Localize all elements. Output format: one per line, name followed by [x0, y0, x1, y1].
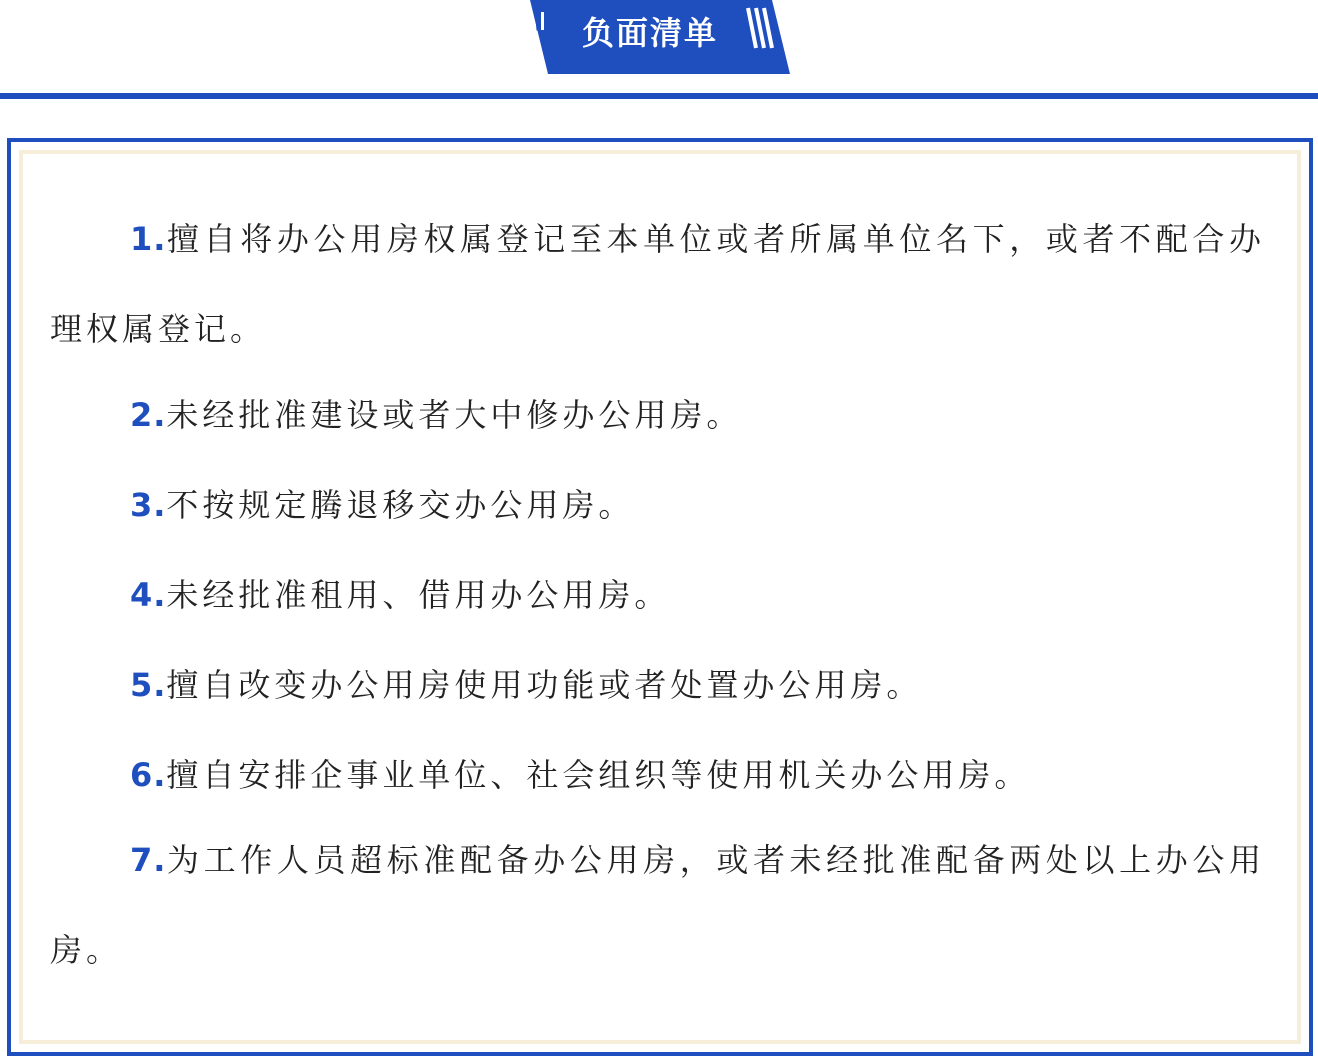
item-number: 1. [130, 220, 167, 258]
item-text: 未经批准租用、借用办公用房。 [166, 576, 671, 614]
page-title: 负面清单 [581, 14, 718, 52]
item-number: 7. [130, 841, 167, 879]
item-text: 未经批准建设或者大中修办公用房。 [166, 396, 743, 434]
item-text: 擅自将办公用房权属登记至本单位或者所属单位名下，或者不配合办理权属登记。 [50, 220, 1265, 348]
header-tab [530, 0, 790, 74]
item-number: 4. [130, 576, 167, 614]
list-item-4 [50, 550, 1265, 640]
item-number: 5. [130, 666, 167, 704]
item-text: 擅自安排企事业单位、社会组织等使用机关办公用房。 [166, 756, 1031, 794]
list-item-7 [50, 815, 1265, 995]
list-item-1 [50, 194, 1265, 374]
list-item-2 [50, 370, 1265, 460]
item-number: 3. [130, 486, 167, 524]
list-item-3 [50, 460, 1265, 550]
item-text: 不按规定腾退移交办公用房。 [166, 486, 635, 524]
item-text: 擅自改变办公用房使用功能或者处置办公用房。 [166, 666, 923, 704]
list-item-5 [50, 640, 1265, 730]
list-item-6 [50, 730, 1265, 820]
item-number: 2. [130, 396, 167, 434]
item-number: 6. [130, 756, 167, 794]
header-divider [0, 93, 1318, 99]
item-text: 为工作人员超标准配备办公用房，或者未经批准配备两处以上办公用房。 [50, 841, 1265, 969]
